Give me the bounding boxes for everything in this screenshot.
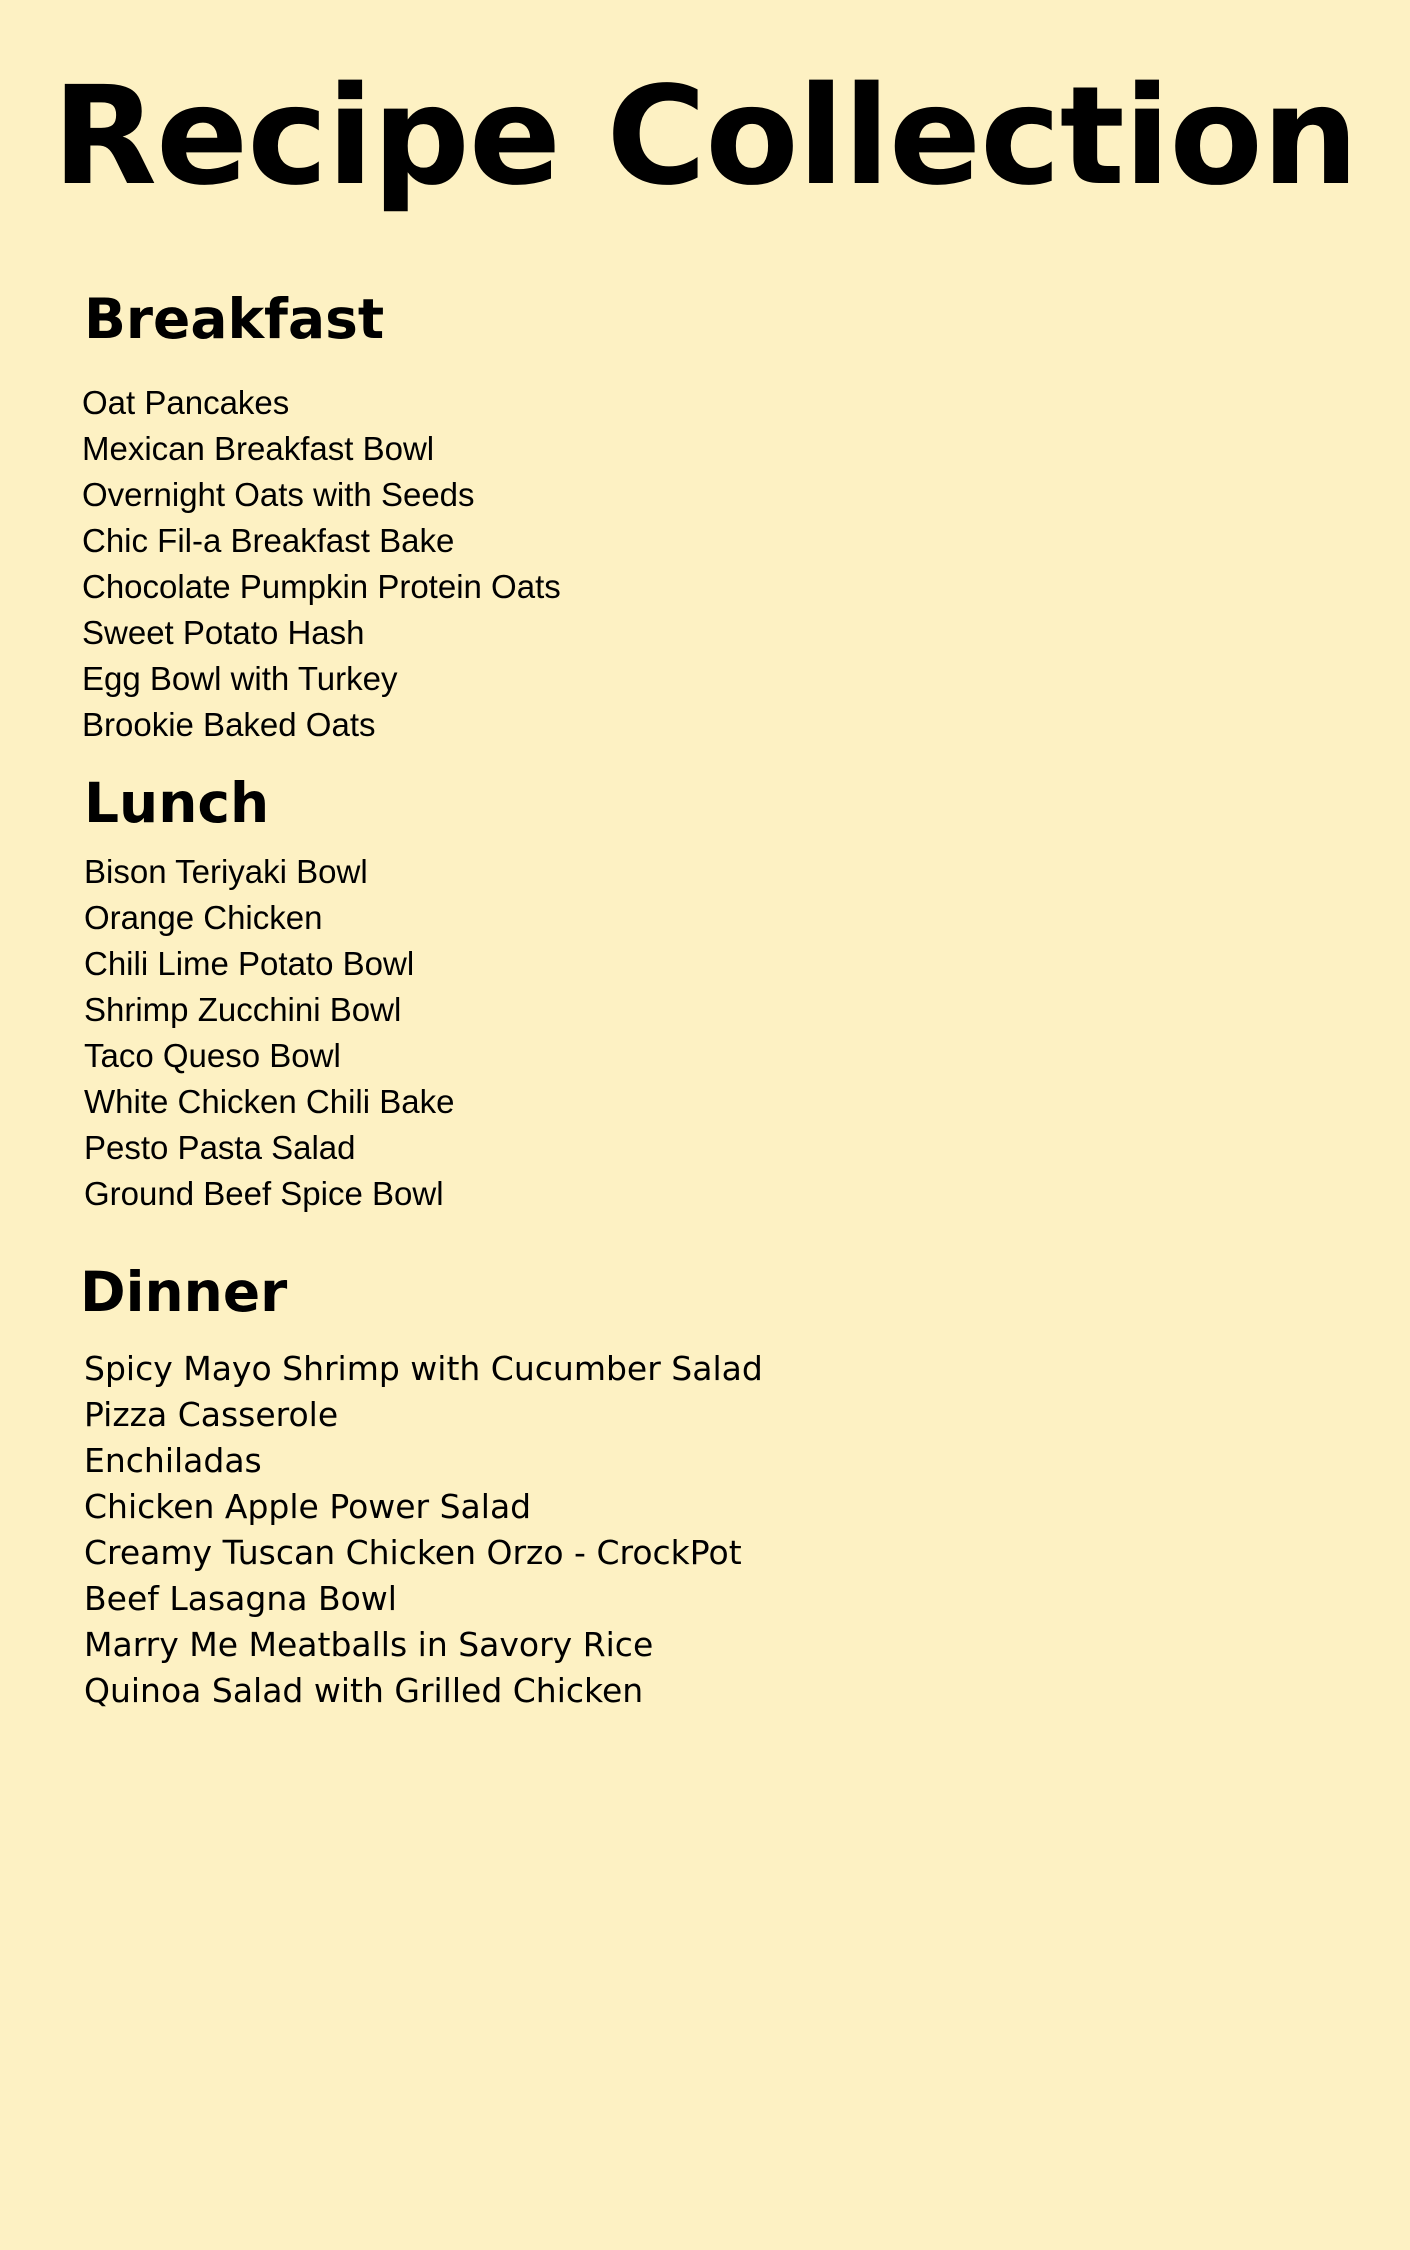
recipe-item: Chili Lime Potato Bowl: [84, 945, 415, 982]
recipe-list-breakfast: [82, 380, 561, 748]
recipe-item: Bison Teriyaki Bowl: [84, 853, 368, 890]
recipe-item: Taco Queso Bowl: [84, 1037, 341, 1074]
recipe-item: Chic Fil-a Breakfast Bake: [82, 522, 455, 559]
recipe-item: Egg Bowl with Turkey: [82, 660, 398, 697]
recipe-item: Overnight Oats with Seeds: [82, 476, 475, 513]
recipe-item: Brookie Baked Oats: [82, 706, 376, 743]
recipe-item: Spicy Mayo Shrimp with Cucumber Salad: [84, 1349, 763, 1388]
recipe-item: White Chicken Chili Bake: [84, 1083, 455, 1120]
recipe-item: Quinoa Salad with Grilled Chicken: [84, 1671, 644, 1710]
recipe-item: Pizza Casserole: [84, 1395, 339, 1434]
recipe-item: Chicken Apple Power Salad: [84, 1487, 532, 1526]
recipe-item: Orange Chicken: [84, 899, 323, 936]
section-heading-dinner: Dinner: [80, 1260, 288, 1324]
recipe-list-dinner: [84, 1346, 763, 1714]
recipe-item: Mexican Breakfast Bowl: [82, 430, 435, 467]
page-title: Recipe Collection: [52, 58, 1358, 216]
recipe-item: Enchiladas: [84, 1441, 262, 1480]
recipe-item: Pesto Pasta Salad: [84, 1129, 356, 1166]
recipe-item: Ground Beef Spice Bowl: [84, 1175, 444, 1212]
recipe-list-lunch: [84, 849, 454, 1217]
recipe-item: Marry Me Meatballs in Savory Rice: [84, 1625, 654, 1664]
recipe-item: Chocolate Pumpkin Protein Oats: [82, 568, 561, 605]
recipe-item: Creamy Tuscan Chicken Orzo - CrockPot: [84, 1533, 742, 1572]
recipe-item: Sweet Potato Hash: [82, 614, 365, 651]
section-heading-breakfast: Breakfast: [84, 287, 385, 351]
recipe-item: Shrimp Zucchini Bowl: [84, 991, 402, 1028]
section-heading-lunch: Lunch: [84, 771, 270, 835]
recipe-item: Oat Pancakes: [82, 384, 290, 421]
recipe-item: Beef Lasagna Bowl: [84, 1579, 397, 1618]
